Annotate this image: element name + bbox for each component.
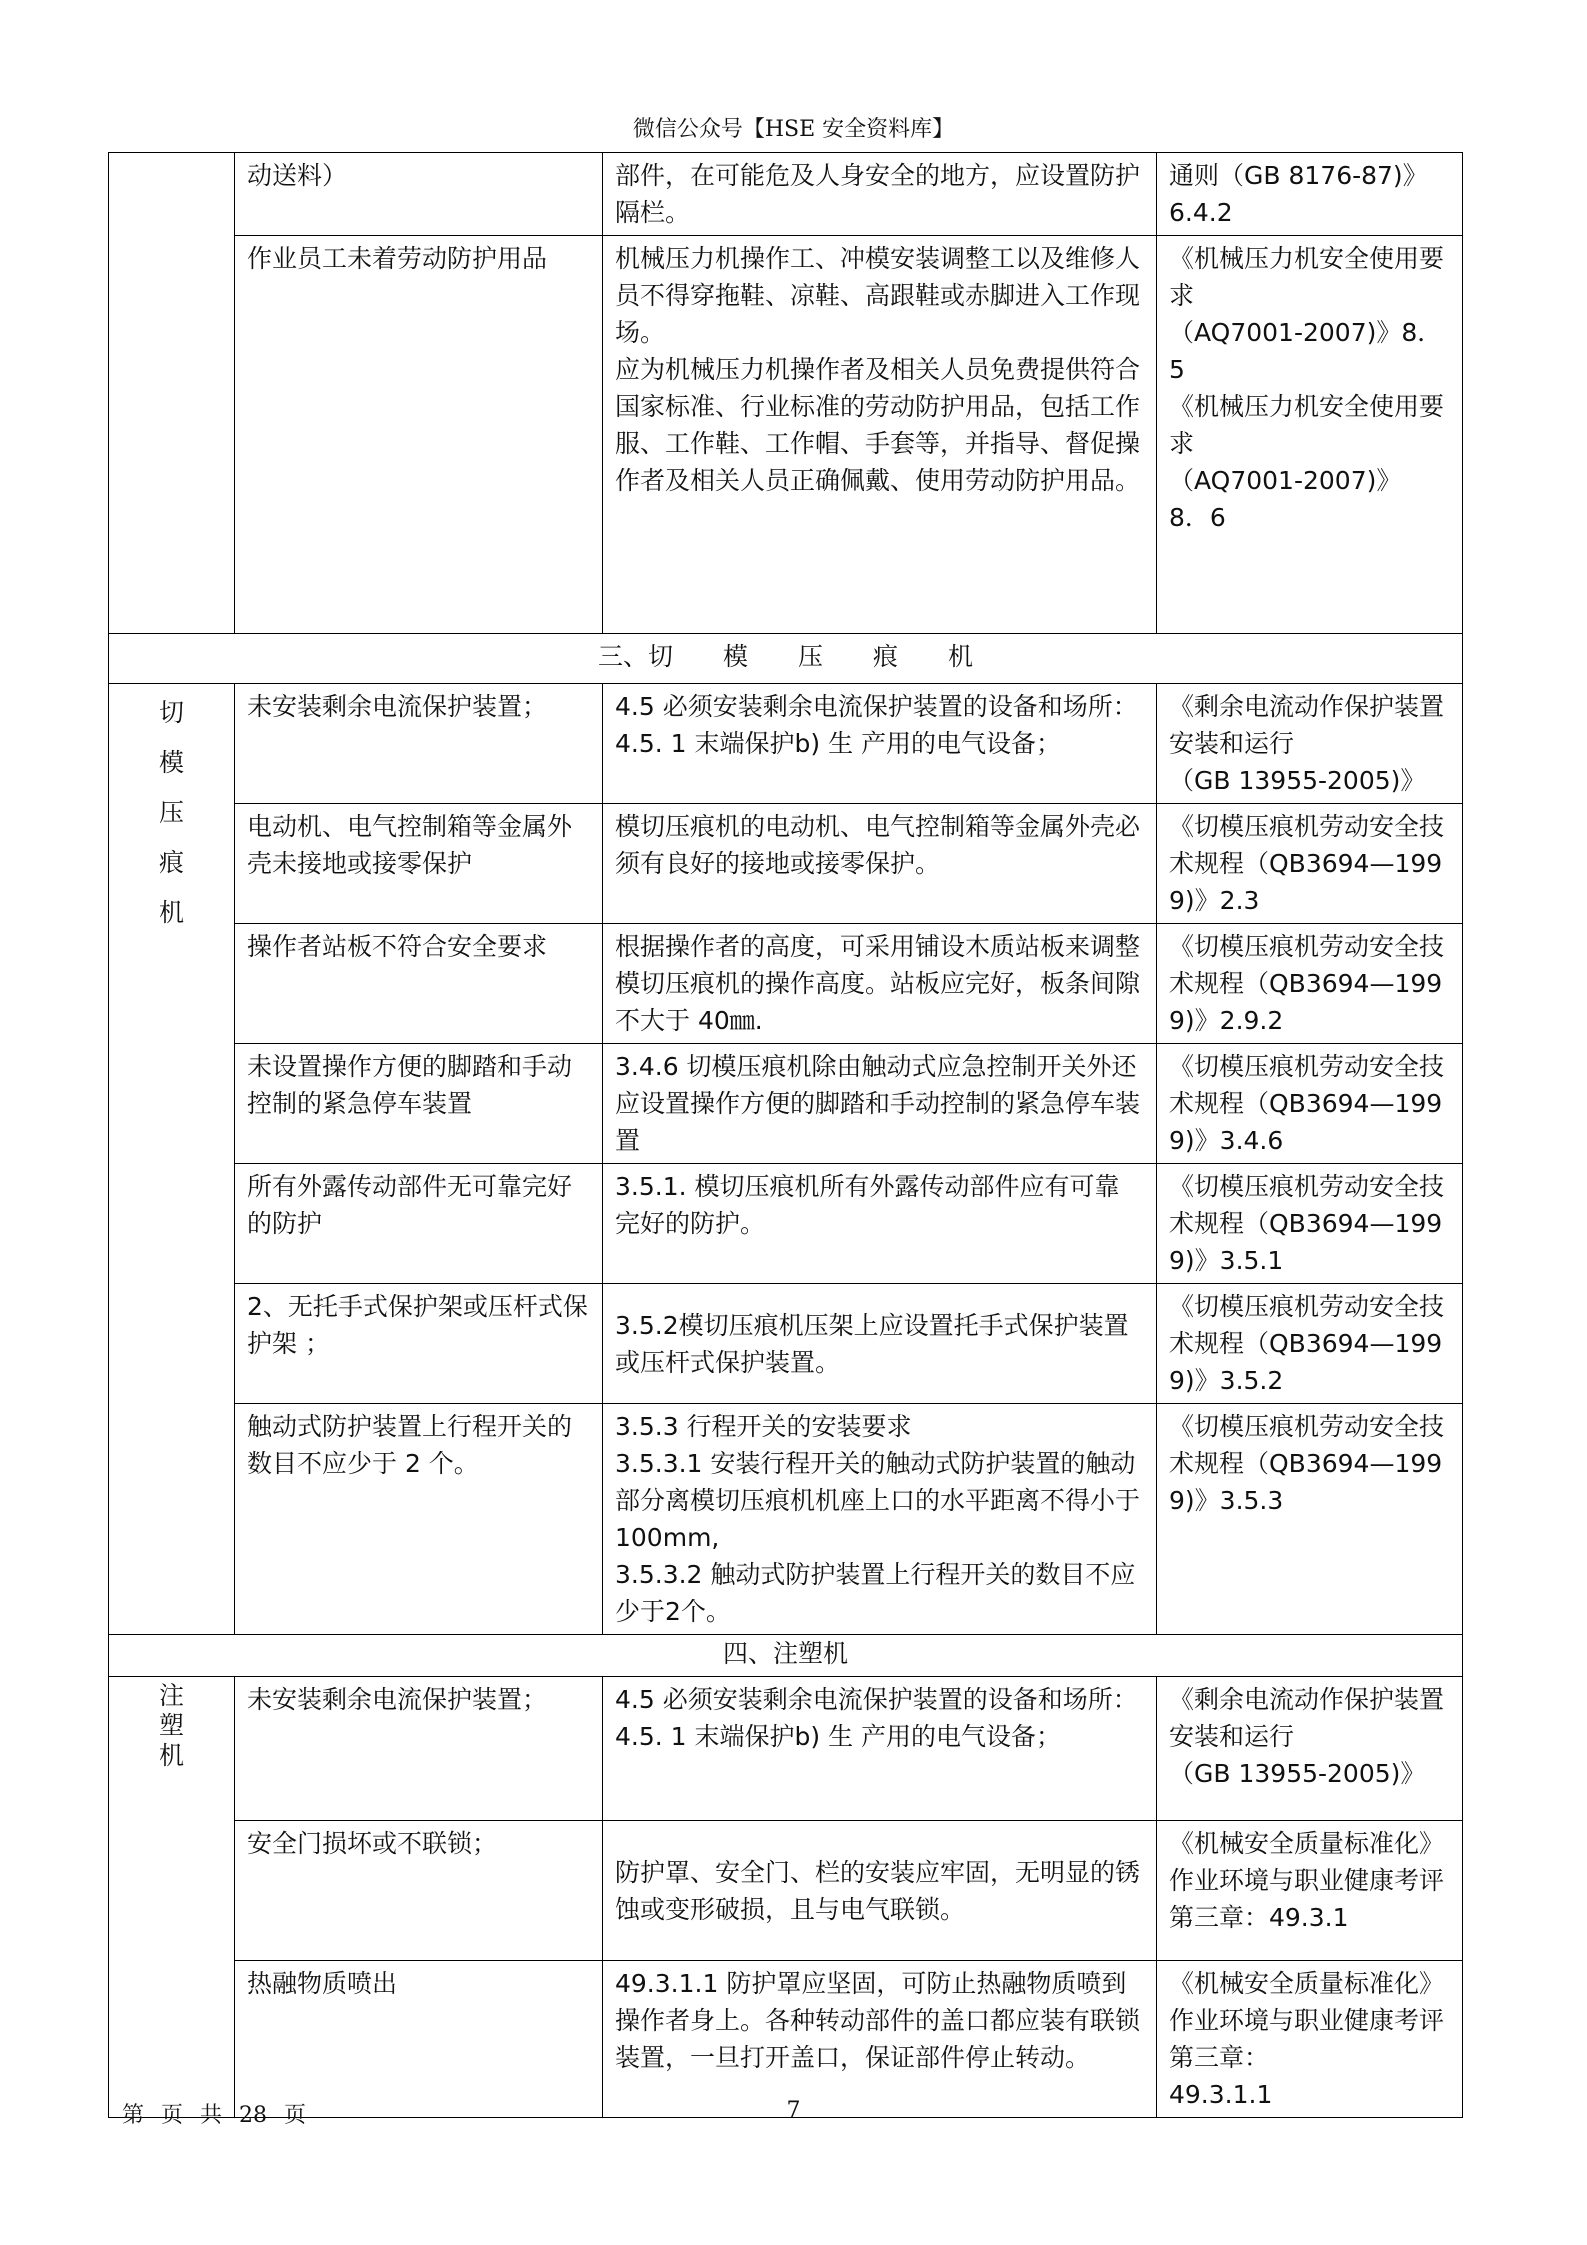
footer-page-number: 7	[786, 2098, 801, 2123]
requirement-cell: 根据操作者的高度，可采用铺设木质站板来调整模切压痕机的操作高度。站板应完好，板条间隙不大于 40㎜.	[603, 924, 1157, 1044]
requirement-cell: 49.3.1.1 防护罩应坚固，可防止热融物质喷到操作者身上。各种转动部件的盖口都应装有联锁装置，一旦打开盖口，保证部件停止转动。	[603, 1961, 1157, 2118]
table-row	[109, 1404, 1463, 1635]
category-cell-continued	[109, 153, 235, 634]
reference-cell: 《切模压痕机劳动安全技术规程（QB3694—1999)》3.4.6	[1157, 1044, 1463, 1164]
requirement-cell: 3.5.3 行程开关的安装要求 3.5.3.1 安装行程开关的触动式防护装置的触动部分离模切压痕机机座上口的水平距离不得小于100mm, 3.5.3.2 触动式防护装置上行程开关的数目不应少于2个。	[603, 1404, 1157, 1635]
footer-page-count: 第 页 共 28 页	[122, 2103, 306, 2128]
issue-cell: 操作者站板不符合安全要求	[235, 924, 603, 1044]
section-heading-row	[109, 1635, 1463, 1677]
issue-cell: 2、无托手式保护架或压杆式保护架 ；	[235, 1284, 603, 1404]
requirement-cell: 4.5 必须安装剩余电流保护装置的设备和场所： 4.5. 1 末端保护b) 生 产用的电气设备；	[603, 684, 1157, 804]
reference-cell: 《切模压痕机劳动安全技术规程（QB3694—1999)》3.5.3	[1157, 1404, 1463, 1635]
table-row	[109, 1284, 1463, 1404]
table-row	[109, 1677, 1463, 1821]
safety-inspection-table	[108, 152, 1463, 2118]
reference-cell: 《切模压痕机劳动安全技术规程（QB3694—1999)》3.5.1	[1157, 1164, 1463, 1284]
issue-cell: 动送料）	[235, 153, 603, 236]
requirement-cell: 模切压痕机的电动机、电气控制箱等金属外壳必须有良好的接地或接零保护。	[603, 804, 1157, 924]
issue-cell: 未安装剩余电流保护装置；	[235, 684, 603, 804]
issue-cell: 所有外露传动部件无可靠完好的防护	[235, 1164, 603, 1284]
requirement-cell: 防护罩、安全门、栏的安装应牢固，无明显的锈蚀或变形破损，且与电气联锁。	[603, 1821, 1157, 1961]
table-row	[109, 804, 1463, 924]
section-title: 四、注塑机	[109, 1635, 1463, 1677]
table-row	[109, 1821, 1463, 1961]
reference-cell: 《机械安全质量标准化》作业环境与职业健康考评第三章： 49.3.1.1	[1157, 1961, 1463, 2118]
issue-cell: 电动机、电气控制箱等金属外壳未接地或接零保护	[235, 804, 603, 924]
table-row	[109, 153, 1463, 236]
section-title: 三、切 模 压 痕 机	[109, 634, 1463, 684]
requirement-cell: 3.5.2模切压痕机压架上应设置托手式保护装置或压杆式保护装置。	[603, 1284, 1157, 1404]
issue-cell: 未设置操作方便的脚踏和手动控制的紧急停车装置	[235, 1044, 603, 1164]
reference-cell: 《切模压痕机劳动安全技术规程（QB3694—1999)》2.9.2	[1157, 924, 1463, 1044]
requirement-cell: 4.5 必须安装剩余电流保护装置的设备和场所： 4.5. 1 末端保护b) 生 产用的电气设备；	[603, 1677, 1157, 1821]
requirement-cell: 3.4.6 切模压痕机除由触动式应急控制开关外还应设置操作方便的脚踏和手动控制的紧急停车装置	[603, 1044, 1157, 1164]
reference-cell: 《切模压痕机劳动安全技术规程（QB3694—1999)》3.5.2	[1157, 1284, 1463, 1404]
issue-cell: 未安装剩余电流保护装置；	[235, 1677, 603, 1821]
table-row	[109, 236, 1463, 634]
section-heading-row	[109, 634, 1463, 684]
reference-cell: 《切模压痕机劳动安全技术规程（QB3694—1999)》2.3	[1157, 804, 1463, 924]
issue-cell: 安全门损坏或不联锁；	[235, 1821, 603, 1961]
requirement-cell: 部件，在可能危及人身安全的地方，应设置防护隔栏。	[603, 153, 1157, 236]
category-label: 注 塑 机	[158, 1681, 184, 1770]
page-header: 微信公众号【HSE 安全资料库】	[632, 117, 955, 142]
reference-cell: 《剩余电流动作保护装置安装和运行 （GB 13955-2005)》	[1157, 684, 1463, 804]
reference-cell: 《机械安全质量标准化》作业环境与职业健康考评第三章：49.3.1	[1157, 1821, 1463, 1961]
category-label: 切 模 压 痕 机	[158, 698, 184, 927]
requirement-cell: 机械压力机操作工、冲模安装调整工以及维修人员不得穿拖鞋、凉鞋、高跟鞋或赤脚进入工作现场。 应为机械压力机操作者及相关人员免费提供符合国家标准、行业标准的劳动防护用品，包括工作服、工作鞋、工作帽、手套等，并指导、督促操作者及相关人员正确佩戴、使用劳动防护用品。	[603, 236, 1157, 634]
category-cell	[109, 684, 235, 1635]
table-row	[109, 1164, 1463, 1284]
reference-cell: 《机械压力机安全使用要求 （AQ7001-2007)》8．5 《机械压力机安全使用要求 （AQ7001-2007)》 8．6	[1157, 236, 1463, 634]
category-cell	[109, 1677, 235, 2118]
table-row	[109, 1961, 1463, 2118]
table-row	[109, 924, 1463, 1044]
table-row	[109, 1044, 1463, 1164]
issue-cell: 触动式防护装置上行程开关的数目不应少于 2 个。	[235, 1404, 603, 1635]
requirement-cell: 3.5.1. 模切压痕机所有外露传动部件应有可靠完好的防护。	[603, 1164, 1157, 1284]
table-row	[109, 684, 1463, 804]
issue-cell: 热融物质喷出	[235, 1961, 603, 2118]
reference-cell: 通则（GB 8176-87)》6.4.2	[1157, 153, 1463, 236]
reference-cell: 《剩余电流动作保护装置安装和运行 （GB 13955-2005)》	[1157, 1677, 1463, 1821]
issue-cell: 作业员工未着劳动防护用品	[235, 236, 603, 634]
